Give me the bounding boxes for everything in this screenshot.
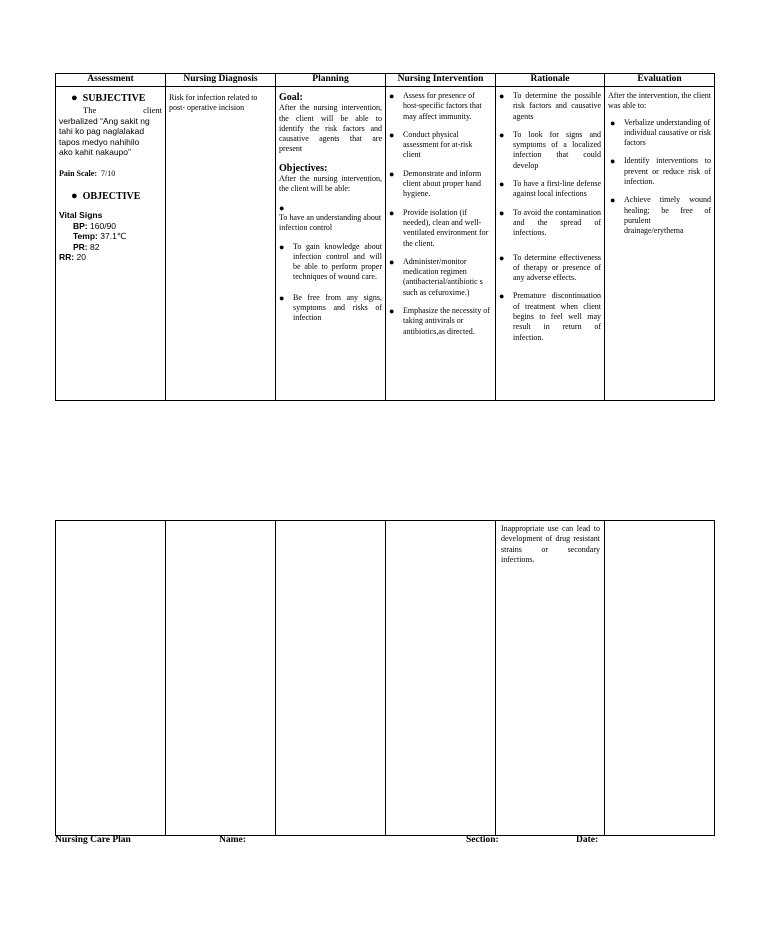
pain-scale-label: Pain Scale:: [59, 168, 97, 178]
bullet-icon: ●: [389, 129, 395, 140]
statement-line-2: verbalized “Ang sakit ng: [59, 115, 150, 126]
objectives-intro: After the nursing intervention, the client will be able:: [279, 174, 382, 194]
intervention-item: ● Assess for presence of host-specific factors that may affect immunity.: [389, 91, 482, 121]
content-row: [56, 87, 715, 401]
bullet-icon: ●: [499, 252, 505, 263]
intervention-cell: [386, 87, 496, 401]
intervention-item: ● Demonstrate and inform client about proper hand hygiene.: [389, 168, 482, 199]
objective-title: OBJECTIVE: [82, 191, 141, 203]
vital-signs: [59, 210, 162, 263]
evaluation-item: ● Identify interventions to prevent or reduce risk of infection.: [610, 156, 711, 187]
bullet-icon: ●: [499, 129, 505, 140]
goal-text: After the nursing intervention, the client will be able to identify the risk factors and causative agents that are present: [279, 103, 382, 154]
evaluation-item: ● Verbalize understanding of individual causative or risk factors: [610, 117, 711, 148]
rationale-item: ● Premature discontinuation of treatment when client begins to feel well may result in return of infection.: [499, 291, 601, 342]
vital-bp: BP: 160/90: [73, 220, 117, 231]
rationale-item: ● To avoid the contamination and the spread of infections.: [499, 207, 601, 238]
header-assessment: Assessment: [56, 74, 166, 87]
assessment-cell: [56, 87, 166, 401]
continuation-planning-cell: [276, 521, 386, 836]
rationale-item: ● To look for signs and symptoms of a localized infection that could develop: [499, 129, 601, 170]
rationale-item: ● To have a first-line defense against local infections: [499, 179, 601, 199]
diagnosis-text: Risk for infection related to post- operative incision: [169, 93, 258, 113]
objectives-label: Objectives:: [279, 162, 328, 174]
planning-cell: [276, 87, 386, 401]
vital-pr: PR: 82: [73, 241, 100, 252]
header-planning: Planning: [276, 74, 386, 87]
header-rationale: Rationale: [496, 74, 605, 87]
objective-lead: To have an understanding about infection control: [279, 212, 382, 233]
bullet-icon: ●: [71, 92, 78, 104]
continuation-assessment-cell: [56, 521, 166, 836]
objective-item: ● To gain knowledge about infection control and will be able to perform proper techniques of wound care.: [279, 241, 382, 282]
rationale-cell: [496, 87, 605, 401]
vital-signs-title: Vital Signs: [59, 210, 103, 221]
vital-rr: RR: 20: [59, 252, 86, 263]
care-plan-continuation-table: [55, 520, 715, 836]
continuation-evaluation-cell: [605, 521, 715, 836]
bullet-icon: ●: [389, 256, 395, 267]
intervention-item: ● Administer/monitor medication regimen (antibacterial/antibiotic s such as cefuroxime.): [389, 256, 483, 297]
vital-temp: Temp: 37.1℃: [73, 231, 127, 242]
bullet-icon: ●: [499, 291, 505, 302]
evaluation-intro: After the intervention, the client was able to:: [608, 91, 711, 111]
bullet-icon: ●: [389, 91, 395, 101]
care-plan-table: [55, 73, 715, 401]
bullet-icon: ●: [610, 195, 616, 206]
header-row: [56, 74, 715, 87]
intervention-item: ● Conduct physical assessment for at-risk client: [389, 129, 473, 160]
statement-line-1a: The: [83, 105, 97, 116]
statement-line-4: tapos medyo nahihilo: [59, 136, 140, 147]
bullet-icon: ●: [279, 292, 285, 303]
bullet-icon: ●: [389, 306, 395, 317]
rationale-item: ● To determine effectiveness of therapy or presence of any adverse effects.: [499, 252, 601, 283]
footer-name-label: Name:: [219, 835, 246, 845]
goal-label: Goal:: [279, 92, 303, 103]
bullet-icon: ●: [610, 156, 616, 167]
objective-item: ● Be free from any signs, symptoms and risks of infection: [279, 292, 382, 323]
evaluation-cell: [605, 87, 715, 401]
intervention-item: ● Emphasize the necessity of taking antivirals or antibiotics,as directed.: [389, 306, 490, 336]
header-evaluation: Evaluation: [605, 74, 715, 87]
bullet-icon: ●: [499, 91, 505, 101]
rationale-item: ● To determine the possible risk factors and causative agents: [499, 91, 601, 121]
objective-heading: [59, 191, 162, 202]
subjective-statement: [59, 105, 162, 158]
pain-scale: [59, 169, 162, 179]
bullet-icon: ●: [279, 241, 285, 252]
bullet-icon: ●: [389, 207, 395, 218]
bullet-icon: ●: [279, 202, 285, 213]
continuation-row: [56, 521, 715, 836]
subjective-heading: [59, 93, 162, 104]
intervention-item: ● Provide isolation (if needed), clean and well-ventilated environment for the client.: [389, 207, 489, 248]
continuation-rationale-cell: [496, 521, 605, 836]
footer-date-label: Date:: [576, 835, 599, 845]
bullet-icon: ●: [71, 190, 78, 203]
pain-scale-value: 7/10: [101, 168, 116, 178]
footer-title: Nursing Care Plan: [55, 835, 131, 845]
continuation-intervention-cell: [386, 521, 496, 836]
evaluation-item: ● Achieve timely wound healing; be free of purulent drainage/erythema: [610, 195, 711, 236]
bullet-icon: ●: [610, 117, 616, 128]
rationale-continued-text: Inappropriate use can lead to development of drug resistant strains or secondary infections.: [501, 524, 600, 564]
header-nursing-intervention: Nursing Intervention: [386, 74, 496, 87]
bullet-icon: ●: [499, 179, 505, 190]
header-nursing-diagnosis: Nursing Diagnosis: [166, 74, 276, 87]
subjective-title: SUBJECTIVE: [82, 93, 146, 104]
diagnosis-cell: [166, 87, 276, 401]
statement-line-3: tahi ko pag naglalakad: [59, 126, 145, 137]
bullet-icon: ●: [499, 207, 505, 218]
continuation-diagnosis-cell: [166, 521, 276, 836]
footer-section-label: Section:: [466, 835, 499, 845]
bullet-icon: ●: [389, 168, 395, 179]
statement-line-5: ako kahit nakaupo”: [59, 147, 131, 158]
statement-line-1b: client: [143, 105, 162, 116]
